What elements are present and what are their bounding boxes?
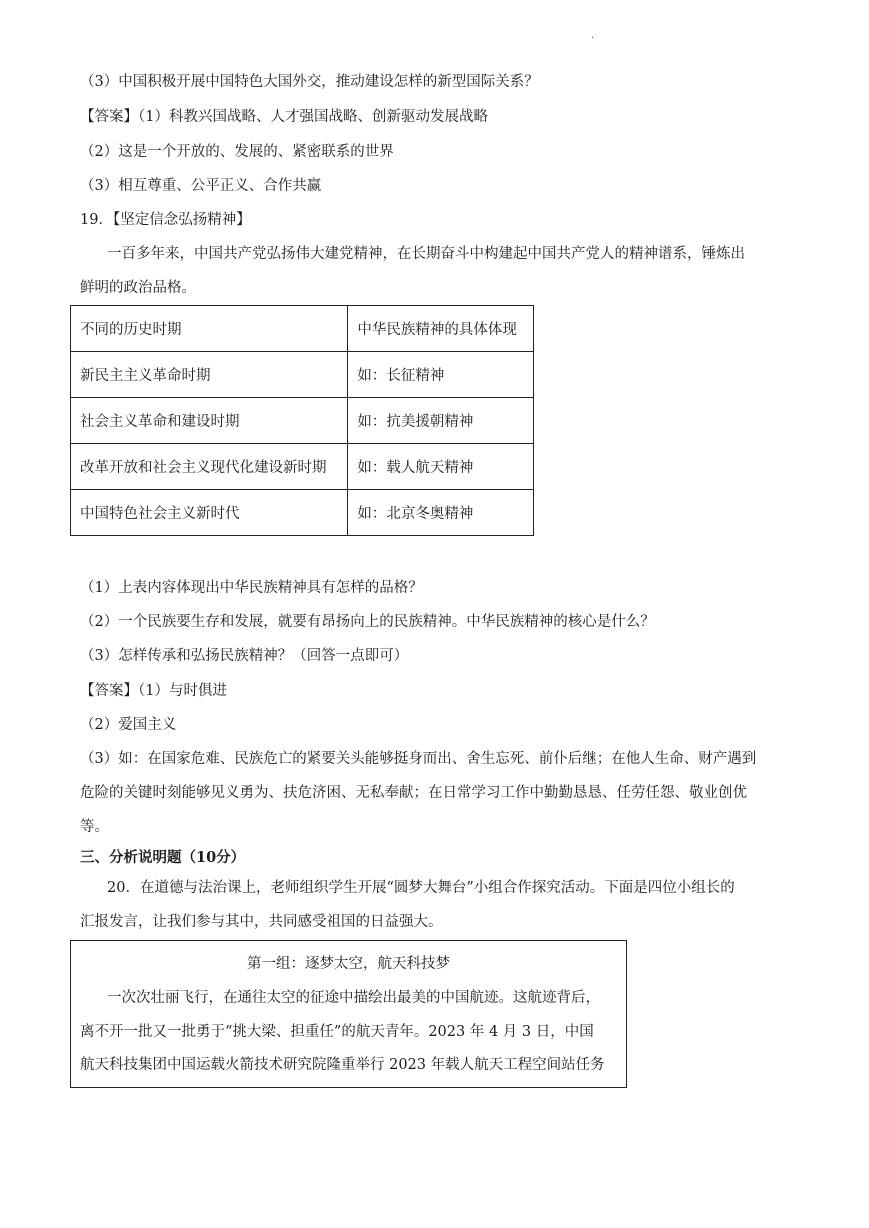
q19-answer-2: （2）爱国主义: [80, 717, 177, 733]
top-mark: .: [591, 30, 595, 41]
q20-intro-line-1: 20．在道德与法治课上，老师组织学生开展“圆梦大舞台”小组合作探究活动。下面是四位小组长的: [107, 880, 735, 896]
table-row: [71, 398, 534, 444]
q19-question-3: （3）怎样传承和弘扬民族精神？（回答一点即可）: [80, 648, 409, 664]
q19-intro-line-1: 一百多年来，中国共产党弘扬伟大建党精神，在长期奋斗中构建起中国共产党人的精神谱系，锤炼出: [107, 246, 745, 262]
table-header-spirit: 中华民族精神的具体体现: [348, 306, 534, 352]
table-header-row: [71, 306, 534, 352]
q18-answer-1: 【答案】（1）科教兴国战略、人才强国战略、创新驱动发展战略: [80, 109, 488, 125]
table-cell-period: 新民主主义革命时期: [71, 352, 348, 398]
q19-question-1: （1）上表内容体现出中华民族精神具有怎样的品格？: [80, 580, 423, 596]
group-one-report-box: [70, 940, 627, 1088]
q19-answer-3-line-2: 危险的关键时刻能够见义勇为、扶危济困、无私奉献；在日常学习工作中勤勤恳恳、任劳任怨、敬业创优: [80, 785, 747, 801]
table-row: [71, 444, 534, 490]
table-cell-spirit: 如：长征精神: [348, 352, 534, 398]
q19-title: 19．【坚定信念弘扬精神】: [80, 212, 251, 228]
table-header-period: 不同的历史时期: [71, 306, 348, 352]
table-cell-period: 社会主义革命和建设时期: [71, 398, 348, 444]
group-one-title: 第一组：逐梦太空，航天科技梦: [247, 956, 450, 972]
table-cell-period: 中国特色社会主义新时代: [71, 490, 348, 536]
group-one-line-3: 航天科技集团中国运载火箭技术研究院隆重举行 2023 年载人航天工程空间站任务: [80, 1057, 605, 1073]
group-one-line-2: 离不开一批又一批勇于“挑大梁、担重任”的航天青年。2023 年 4 月 3 日，中国: [80, 1024, 594, 1040]
q18-answer-2: （2）这是一个开放的、发展的、紧密联系的世界: [80, 144, 394, 160]
spirit-table: [70, 305, 534, 536]
q19-intro-line-2: 鲜明的政治品格。: [80, 280, 196, 296]
table-cell-spirit: 如：载人航天精神: [348, 444, 534, 490]
q19-question-2: （2）一个民族要生存和发展，就要有昂扬向上的民族精神。中华民族精神的核心是什么？: [80, 614, 655, 630]
table-cell-spirit: 如：北京冬奥精神: [348, 490, 534, 536]
table-cell-spirit: 如：抗美援朝精神: [348, 398, 534, 444]
q19-answer-1: 【答案】（1）与时俱进: [80, 683, 227, 699]
table-row: [71, 490, 534, 536]
q18-answer-3: （3）相互尊重、公平正义、合作共赢: [80, 178, 322, 194]
q18-part3-question: （3）中国积极开展中国特色大国外交，推动建设怎样的新型国际关系？: [80, 74, 539, 90]
table-row: [71, 352, 534, 398]
q20-intro-line-2: 汇报发言，让我们参与其中，共同感受祖国的日益强大。: [80, 914, 443, 930]
q19-answer-3-line-1: （3）如：在国家危难、民族危亡的紧要关头能够挺身而出、舍生忘死、前仆后继；在他人生命、财产遇到: [80, 751, 757, 767]
group-one-line-1: 一次次壮丽飞行，在通往太空的征途中描绘出最美的中国航迹。这航迹背后，: [107, 990, 600, 1006]
table-cell-period: 改革开放和社会主义现代化建设新时期: [71, 444, 348, 490]
q19-answer-3-line-3: 等。: [80, 819, 109, 835]
section-3-heading: 三、分析说明题（10分）: [80, 849, 246, 866]
